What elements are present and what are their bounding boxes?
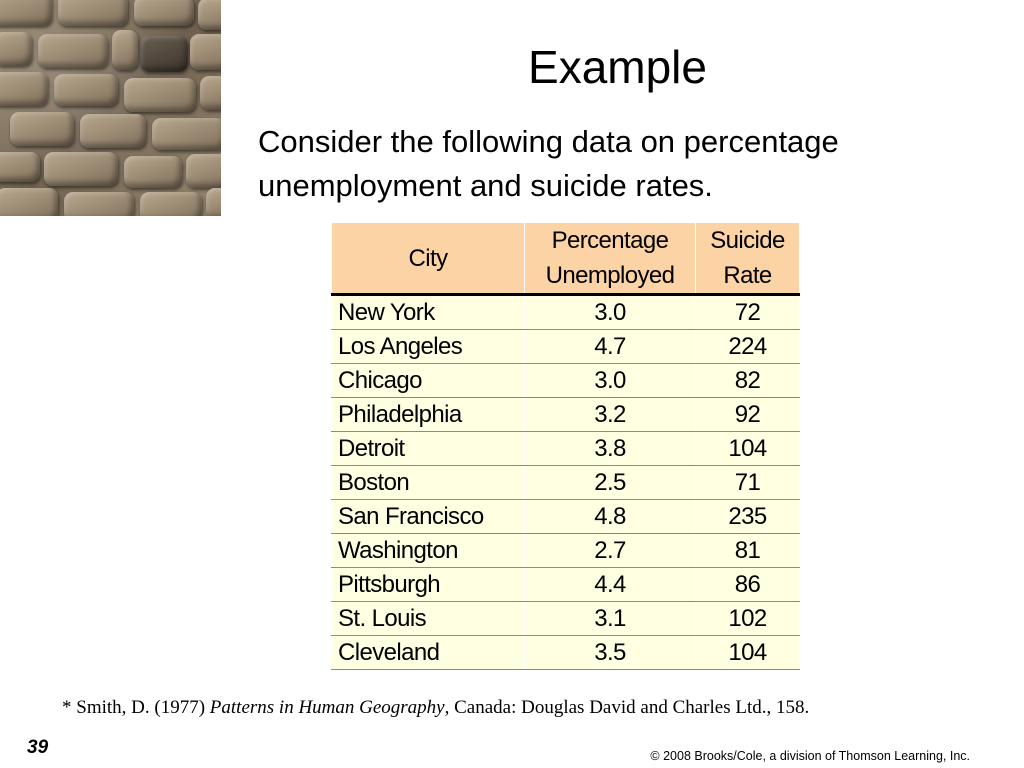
cell-suicide-rate: 82 [696, 364, 800, 398]
intro-text: Consider the following data on percentage unemployment and suicide rates. [258, 124, 839, 203]
cell-percentage: 3.1 [525, 602, 696, 636]
table-row [332, 295, 800, 330]
cell-suicide-rate: 224 [696, 330, 800, 364]
cell-suicide-rate: 86 [696, 568, 800, 602]
table-row [332, 398, 800, 432]
header-city: City [332, 223, 525, 295]
citation-footnote [62, 697, 1022, 719]
cell-percentage: 3.8 [525, 432, 696, 466]
cell-city: Los Angeles [332, 330, 525, 364]
cell-percentage: 3.0 [525, 295, 696, 330]
cell-suicide-rate: 72 [696, 295, 800, 330]
cell-percentage: 3.5 [525, 636, 696, 670]
cell-percentage: 4.7 [525, 330, 696, 364]
cell-suicide-rate: 102 [696, 602, 800, 636]
header-suicide-rate: Suicide Rate [696, 223, 800, 295]
footnote-prefix: * Smith, D. (1977) [62, 697, 210, 718]
table-row [332, 330, 800, 364]
cell-city: New York [332, 295, 525, 330]
cell-city: Boston [332, 466, 525, 500]
cell-percentage: 2.7 [525, 534, 696, 568]
slide-number: 39 [27, 737, 49, 758]
cell-city: Pittsburgh [332, 568, 525, 602]
cell-city: St. Louis [332, 602, 525, 636]
header-percentage-unemployed: Percentage Unemployed [525, 223, 696, 295]
table-row [332, 500, 800, 534]
cell-city: Chicago [332, 364, 525, 398]
cell-suicide-rate: 104 [696, 636, 800, 670]
data-table [331, 222, 800, 670]
cell-city: San Francisco [332, 500, 525, 534]
cell-city: Cleveland [332, 636, 525, 670]
cell-suicide-rate: 235 [696, 500, 800, 534]
cell-percentage: 2.5 [525, 466, 696, 500]
table-row [332, 534, 800, 568]
slide-title: Example [528, 41, 707, 93]
table-row [332, 432, 800, 466]
cell-percentage: 3.2 [525, 398, 696, 432]
cell-city: Philadelphia [332, 398, 525, 432]
cell-percentage: 4.4 [525, 568, 696, 602]
table-row [332, 364, 800, 398]
footnote-suffix: , Canada: Douglas David and Charles Ltd., 158. [444, 697, 810, 718]
footnote-book-title: Patterns in Human Geography [209, 697, 445, 718]
table-row [332, 466, 800, 500]
table-row [332, 636, 800, 670]
table-header-row [332, 223, 800, 295]
cell-percentage: 3.0 [525, 364, 696, 398]
cell-suicide-rate: 92 [696, 398, 800, 432]
cell-suicide-rate: 81 [696, 534, 800, 568]
cell-suicide-rate: 104 [696, 432, 800, 466]
cell-suicide-rate: 71 [696, 466, 800, 500]
copyright-notice: © 2008 Brooks/Cole, a division of Thomson Learning, Inc. [650, 749, 970, 763]
table-row [332, 568, 800, 602]
table-row [332, 602, 800, 636]
cell-city: Washington [332, 534, 525, 568]
cell-percentage: 4.8 [525, 500, 696, 534]
cell-city: Detroit [332, 432, 525, 466]
stone-wall-image [0, 0, 221, 216]
